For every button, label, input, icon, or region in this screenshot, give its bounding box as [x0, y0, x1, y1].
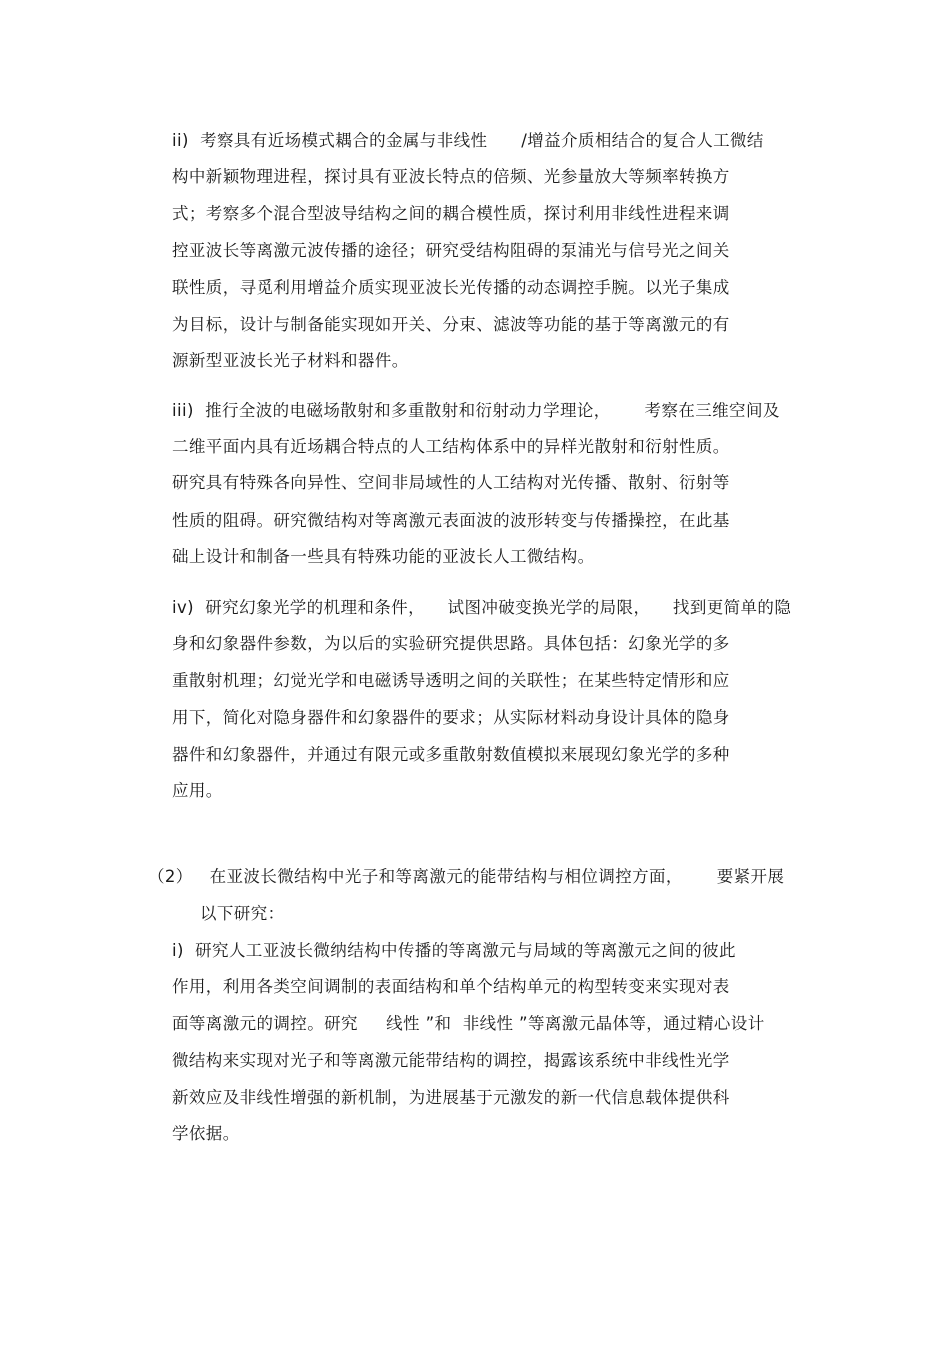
- text-line: 控亚波长等离激元波传播的途径；研究受结构阻碍的泵浦光与信号光之间关: [172, 241, 730, 260]
- text-line: 研究具有特殊各向异性、空间非局域性的人工结构对光传播、散射、衍射等: [172, 473, 730, 492]
- text-line: 应用。: [172, 781, 223, 800]
- text-line: 式；考察多个混合型波导结构之间的耦合模性质，探讨利用非线性进程来调: [172, 204, 730, 223]
- text-line: iv) 研究幻象光学的机理和条件， 试图冲破变换光学的局限， 找到更简单的隐: [172, 598, 792, 617]
- text-line: 新效应及非线性增强的新机制，为进展基于元激发的新一代信息载体提供科: [172, 1088, 730, 1107]
- text-line: 础上设计和制备一些具有特殊功能的亚波长人工微结构。: [172, 547, 595, 566]
- text-line: 源新型亚波长光子材料和器件。: [172, 351, 409, 370]
- text-line: 微结构来实现对光子和等离激元能带结构的调控，揭露该系统中非线性光学: [172, 1051, 730, 1070]
- section-heading-line: （2） 在亚波长微结构中光子和等离激元的能带结构与相位调控方面， 要紧开展: [148, 867, 785, 886]
- text-line: 用下，简化对隐身器件和幻象器件的要求；从实际材料动身设计具体的隐身: [172, 708, 730, 727]
- text-line: 面等离激元的调控。研究 线性 ”和 非线性 ”等离激元晶体等，通过精心设计: [172, 1014, 765, 1033]
- text-line: 身和幻象器件参数，为以后的实验研究提供思路。具体包括：幻象光学的多: [172, 634, 730, 653]
- text-line: ii) 考察具有近场模式耦合的金属与非线性 /增益介质相结合的复合人工微结: [172, 131, 764, 150]
- text-line: iii) 推行全波的电磁场散射和多重散射和衍射动力学理论， 考察在三维空间及: [172, 401, 780, 420]
- section-heading-line: 以下研究：: [200, 904, 285, 923]
- text-line: 构中新颖物理进程，探讨具有亚波长特点的倍频、光参量放大等频率转换方: [172, 167, 730, 186]
- text-line: 重散射机理；幻觉光学和电磁诱导透明之间的关联性；在某些特定情形和应: [172, 671, 730, 690]
- text-line: 器件和幻象器件，并通过有限元或多重散射数值模拟来展现幻象光学的多种: [172, 745, 730, 764]
- text-line: 为目标，设计与制备能实现如开关、分束、滤波等功能的基于等离激元的有: [172, 315, 730, 334]
- text-line: 二维平面内具有近场耦合特点的人工结构体系中的异样光散射和衍射性质。: [172, 437, 730, 456]
- text-line: 作用，利用各类空间调制的表面结构和单个结构单元的构型转变来实现对表: [172, 977, 730, 996]
- text-line: 学依据。: [172, 1124, 240, 1143]
- text-line: 联性质，寻觅利用增益介质实现亚波长光传播的动态调控手腕。以光子集成: [172, 278, 730, 297]
- text-line: i) 研究人工亚波长微纳结构中传播的等离激元与局域的等离激元之间的彼此: [172, 941, 736, 960]
- text-line: 性质的阻碍。研究微结构对等离激元表面波的波形转变与传播操控，在此基: [172, 511, 730, 530]
